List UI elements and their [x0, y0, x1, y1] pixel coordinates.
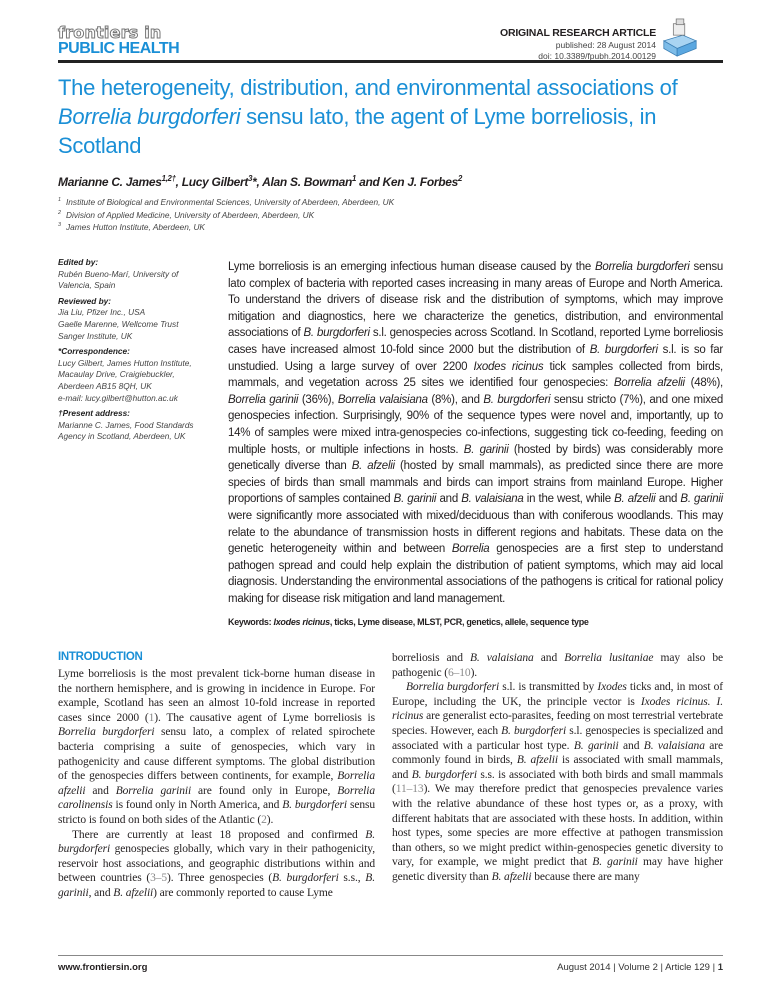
italic-term: Borrelia: [451, 543, 490, 556]
italic-term: B. garinii: [573, 739, 619, 752]
page-number: 1: [717, 962, 723, 973]
keywords: [228, 617, 589, 627]
editor: Rubén Bueno-Marí, University of: [58, 268, 179, 279]
italic-term: B. burgdorferi: [411, 768, 477, 781]
italic-term: Borrelia lusitaniae: [564, 652, 654, 664]
italic-term: B. garinii: [58, 872, 375, 899]
italic-term: Ixodes: [597, 681, 627, 694]
editor: Valencia, Spain: [58, 280, 116, 291]
reviewer: Sanger Institute, UK: [58, 330, 133, 341]
italic-term: Borrelia afzelii: [613, 377, 685, 390]
affiliation: [58, 196, 394, 209]
italic-term: B. afzelii: [491, 870, 532, 883]
affiliation-text: Institute of Biological and Environmental Sciences, University of Aberdeen, Aberdeen, UK: [66, 197, 395, 207]
present-address-line: Agency in Scotland, Aberdeen, UK: [58, 431, 186, 442]
italic-term: B. burgdorferi: [589, 343, 658, 356]
body-column-right: [392, 651, 723, 885]
correspondence-line: Macaulay Drive, Craigiebuckler,: [58, 369, 175, 380]
italic-term: Borrelia burgdorferi: [58, 104, 241, 129]
issue-info: August 2014 | Volume 2 | Article 129 |: [557, 962, 718, 973]
italic-term: B. burgdorferi: [483, 393, 551, 406]
footer-website-link[interactable]: www.frontiersin.org: [58, 962, 148, 973]
header-rule: [58, 60, 723, 63]
italic-term: Ixodes ricinus: [473, 360, 544, 373]
italic-term: Borrelia afzelii: [58, 770, 375, 797]
body-paragraph: Lyme borreliosis is the most prevalent tick-borne human disease in the northern hemisphere, and is growing in incidence in Europe. For example, Scotland has seen an almost 10-fold increase in reported cases since 2000 (1). The causative agent of Lyme borreliosis is Borrelia burgdorferi sensu lato, a complex of related spirochete bacteria comprising a suite of genospecies, which vary in pathogenicity and cause different symptoms. The global distribution of the genospecies differs between continents, for example, Borrelia afzelii and Borrelia garinii are found only in Europe, Borrelia carolinensis is found only in North America, and B. burgdorferi sensu stricto is found on both sides of the Atlantic (2).: [58, 668, 375, 826]
author-name: Lucy Gilbert: [181, 175, 249, 189]
italic-term: Borrelia valaisiana: [337, 393, 428, 406]
italic-term: B. afzelii: [351, 460, 395, 473]
author-affiliation-marker: 1,2†: [161, 174, 176, 183]
body-column-left: [58, 667, 375, 901]
article-info-sidebar: [58, 257, 208, 443]
italic-term: B. valaisiana: [643, 739, 705, 752]
italic-term: B. burgdorferi: [58, 828, 375, 856]
reviewer: Gaelle Marenne, Wellcome Trust: [58, 318, 179, 329]
affiliation: [58, 221, 394, 234]
italic-term: B. afzelii: [516, 754, 558, 767]
author-list: Marianne C. James$^{1,2\dagger}$, Lucy Gilbert$^3$*, Alan S. Bowman$^1$ and Ken J. Forbes$^2$: [58, 174, 463, 189]
italic-term: Borrelia garinii: [228, 393, 299, 406]
affiliation-number: 2: [58, 209, 61, 216]
correspondence-line: Aberdeen AB15 8QH, UK: [58, 380, 152, 391]
italic-term: Borrelia burgdorferi: [406, 681, 500, 694]
doi[interactable]: doi: 10.3389/fpubh.2014.00129: [538, 50, 656, 61]
present-address-line: Marianne C. James, Food Standards: [58, 419, 194, 430]
italic-term: B. valaisiana: [461, 493, 524, 506]
italic-term: Borrelia garinii: [115, 784, 192, 797]
citation-link[interactable]: 3–5: [150, 872, 168, 885]
correspondence-label: *Correspondence:: [58, 346, 130, 357]
author-affiliation-marker: 1: [351, 174, 357, 183]
article-type: ORIGINAL RESEARCH ARTICLE: [499, 27, 656, 39]
keywords-list: , ticks, Lyme disease, MLST, PCR, genetics, allele, sequence type: [329, 617, 589, 627]
italic-term: B. burgdorferi: [303, 327, 370, 340]
journal-logo-line1: frontiers in: [58, 23, 162, 42]
reviewer: Jia Liu, Pfizer Inc., USA: [58, 307, 146, 318]
italic-term: Borrelia burgdorferi: [58, 726, 155, 739]
body-paragraph: borreliosis and B. valaisiana and Borrelia lusitaniae may also be pathogenic (6–10).: [392, 652, 724, 679]
correspondence-line: Lucy Gilbert, James Hutton Institute,: [58, 357, 192, 368]
article-title: The heterogeneity, distribution, and environmental associations of Borrelia burgdorferi sensu lato, the agent of Lyme borreliosis, in Scotland: [58, 75, 678, 158]
reviewed-by-label: Reviewed by:: [58, 295, 112, 306]
italic-term: B. valaisiana: [469, 652, 534, 664]
body-paragraph: Borrelia burgdorferi s.l. is transmitted by Ixodes ticks and, in most of Europe, including the UK, the principle vector is Ixodes ricinus. I. ricinus are generalist ecto-parasites, feeding on most terrestrial vertebrate species. However, each B. burgdorferi s.l. genospecies is specialized and associated with a particular host type. B. garinii and B. valaisiana are commonly found in birds, B. afzelii is associated with small mammals, and B. burgdorferi s.s. is associated with both birds and small mammals (11–13). We may therefore predict that genospecies prevalence varies with the relative abundance of these host types or, as a proxy, with different habitats that are associated with these hosts. In addition, within host types, some species are more effective at pathogen transmission than others, so we might predict within-genospecies genetic diversity to vary, for example, we might predict that B. garinii may have higher genetic diversity than B. afzelii because there are many: [392, 681, 724, 883]
italic-term: Borrelia carolinensis: [58, 784, 375, 812]
italic-term: Ixodes ricinus. I. ricinus: [392, 695, 723, 723]
citation-link[interactable]: 2: [261, 813, 267, 826]
author-name: Marianne C. James: [58, 175, 162, 189]
publication-info: [538, 40, 656, 61]
citation-link[interactable]: 1: [148, 711, 155, 724]
present-address-label: †Present address:: [58, 408, 130, 419]
italic-term: B. afzelii: [113, 886, 154, 899]
journal-cube-icon: [660, 18, 700, 58]
affiliation: [58, 209, 394, 222]
journal-logo-line2: PUBLIC HEALTH: [58, 40, 180, 57]
keyword-italic: Ixodes ricinus: [273, 617, 330, 627]
abstract: Lyme borreliosis is an emerging infectious human disease caused by the Borrelia burgdorferi sensu lato complex of bacteria with reported cases increasing in many areas of Europe and North America. To understand the drivers of disease risk and the distribution of symptoms, which may improve mitigation and diagnostics, here we characterize the genetics, distribution, and environmental associations of B. burgdorferi s.l. genospecies across Scotland. In Scotland, reported Lyme borreliosis cases have increased almost 10-fold since 2000 but the distribution of B. burgdorferi s.l. is so far unstudied. Using a large survey of over 2200 Ixodes ricinus tick samples collected from birds, mammals, and vegetation across 25 sites we identified four genospecies: Borrelia afzelii (48%), Borrelia garinii (36%), Borrelia valaisiana (8%), and B. burgdorferi sensu stricto (7%), and one mixed genospecies infection. Surprisingly, 90% of the sequence types were novel and, importantly, up to 14% of samples were mixed intra-genospecies co-infections, suggesting tick co-feeding, feeding on multiple hosts, or multiple infections in hosts. B. garinii (hosted by birds) was considerably more genetically diverse than B. afzelii (hosted by small mammals), as predicted since there are more species of birds than small mammals and birds can import strains from mainland Europe. Higher proportions of samples contained B. garinii and B. valaisiana in the west, while B. afzelii and B. garinii were significantly more associated with mixed/deciduous than with coniferous woodlands. This may relate to the abundance of transmission hosts in different regions and habitats. These data on the genetic heterogeneity within and between Borrelia genospecies are a first step to understand pathogen spread and could help explain the distribution of patient symptoms, which may aid local diagnosis. Understanding the environmental associations of the pathogens is critical for rational policy making for disease risk mitigation and land management.: [228, 261, 723, 605]
edited-by-label: Edited by:: [58, 257, 99, 267]
italic-term: B. garinii: [393, 493, 437, 506]
author-affiliation-marker: 3: [248, 174, 253, 183]
italic-term: B. garinii: [680, 493, 723, 506]
keywords-label: Keywords:: [228, 617, 274, 627]
author-name: Alan S. Bowman: [262, 175, 352, 189]
footer-issue-info: [557, 962, 723, 973]
affiliation-text: Division of Applied Medicine, University of Aberdeen, Aberdeen, UK: [66, 209, 315, 220]
italic-term: B. garinii: [463, 443, 509, 456]
affiliation-text: James Hutton Institute, Aberdeen, UK: [66, 222, 205, 232]
author-affiliation-marker: 2: [458, 174, 463, 183]
italic-term: B. burgdorferi: [501, 724, 567, 737]
italic-term: B. garinii: [592, 856, 638, 869]
affiliations: [58, 196, 394, 234]
introduction-heading: INTRODUCTION: [58, 651, 143, 663]
italic-term: Borrelia burgdorferi: [595, 261, 690, 273]
italic-term: B. burgdorferi: [272, 872, 339, 885]
published-date: published: 28 August 2014: [555, 40, 656, 50]
italic-term: B. afzelii: [614, 493, 656, 506]
affiliation-number: 1: [58, 197, 61, 204]
affiliation-number: 3: [58, 222, 61, 229]
body-paragraph: There are currently at least 18 proposed and confirmed B. burgdorferi genospecies globally, which vary in their pathogenicity, reservoir host associations, and geographic distributions within and between countries (3–5). Three genospecies (B. burgdorferi s.s., B. garinii, and B. afzelii) are commonly reported to cause Lyme: [58, 828, 375, 899]
correspondence-email[interactable]: e-mail: lucy.gilbert@hutton.ac.uk: [58, 392, 178, 403]
citation-link[interactable]: 6–10: [447, 666, 471, 679]
italic-term: B. burgdorferi: [282, 799, 348, 812]
citation-link[interactable]: 11–13: [395, 783, 424, 796]
author-name: Ken J. Forbes: [382, 175, 459, 189]
footer-rule: [58, 955, 723, 956]
